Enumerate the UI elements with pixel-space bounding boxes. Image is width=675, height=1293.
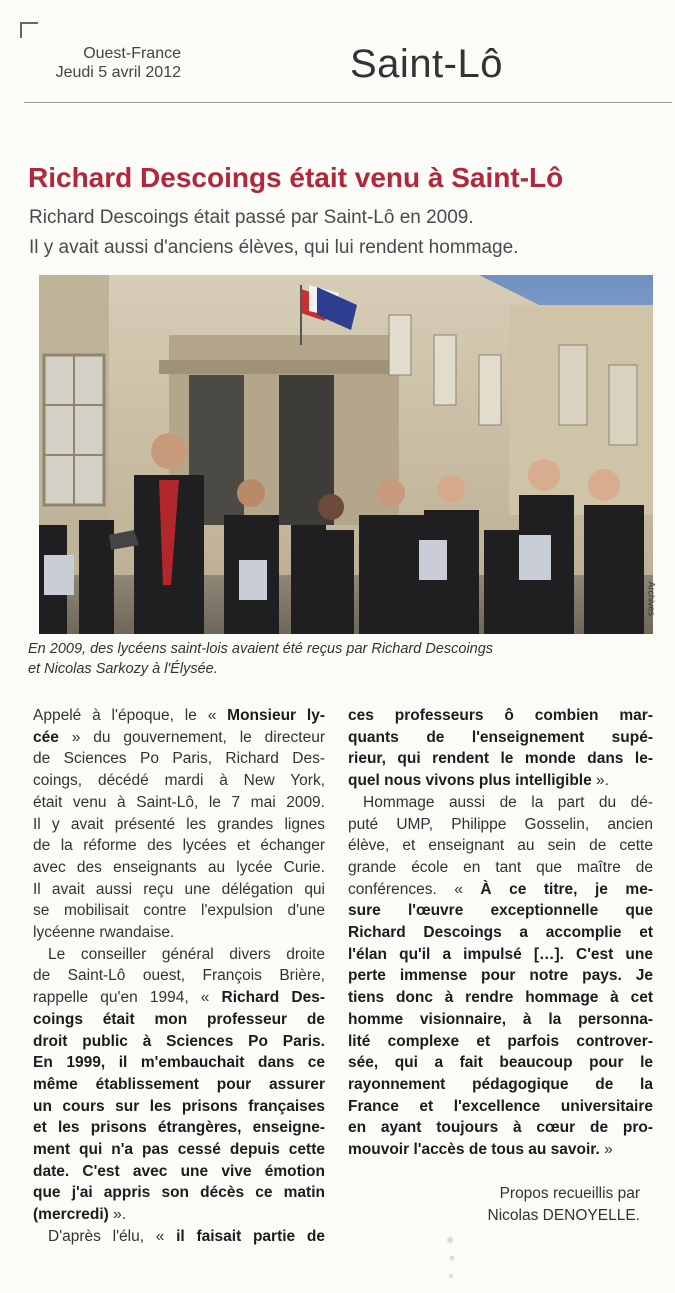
body-line — [33, 1117, 325, 1139]
body-line — [33, 792, 325, 814]
body-line — [33, 1226, 325, 1248]
crop-mark — [20, 22, 38, 38]
body-line — [348, 770, 653, 792]
quote-text: et les prisons étrangères, enseigne- — [33, 1119, 325, 1137]
body-text: Le conseiller général divers droite — [48, 945, 325, 963]
body-line — [33, 748, 325, 770]
body-line — [33, 835, 325, 857]
body-line — [348, 879, 653, 901]
byline-credit: Propos recueillis par — [499, 1185, 640, 1202]
quote-text: En 1999, il m'embauchait dans ce — [33, 1054, 325, 1072]
body-line — [348, 987, 653, 1009]
body-line — [348, 1009, 653, 1031]
body-line — [348, 835, 653, 857]
body-line — [33, 922, 325, 944]
body-text: de Sciences Po Paris, Richard Des- — [33, 750, 325, 768]
quote-text: cée — [33, 728, 59, 746]
quote-text: À ce titre, je me- — [480, 880, 653, 898]
body-line — [33, 1182, 325, 1204]
body-line — [348, 792, 653, 814]
byline — [450, 1183, 640, 1227]
quote-text: coings était mon professeur de — [33, 1010, 325, 1028]
body-line — [348, 1031, 653, 1053]
body-text: conférences. « — [348, 880, 481, 898]
body-text: puté UMP, Philippe Gosselin, ancien — [348, 815, 653, 833]
body-line — [33, 1031, 325, 1053]
quote-text: un cours sur les prisons françaises — [33, 1097, 325, 1115]
article-photo — [39, 275, 657, 634]
quote-text: France et l'excellence universitaire — [348, 1097, 653, 1115]
body-line — [348, 944, 653, 966]
body-line — [33, 1052, 325, 1074]
body-line — [348, 727, 653, 749]
body-text: Appelé à l'époque, le « — [33, 707, 228, 724]
quote-text: sure l'œuvre exceptionnelle que — [348, 902, 653, 920]
quote-text: Monsieur ly- — [227, 707, 325, 724]
body-text: élève, et enseignant au sein de cette — [348, 837, 653, 855]
body-line — [33, 1074, 325, 1096]
source-block — [56, 44, 181, 82]
body-text: Hommage aussi de la part du dé- — [363, 793, 653, 811]
body-line — [33, 770, 325, 792]
quote-text: Richard Des- — [221, 989, 325, 1007]
body-line — [33, 705, 325, 727]
quote-text: il faisait partie de — [176, 1227, 325, 1245]
print-smudge — [440, 1228, 460, 1288]
body-line — [33, 1009, 325, 1031]
quote-text: quants de l'enseignement supé- — [348, 728, 653, 746]
body-text: se mobilisait contre l'expulsion d'une — [33, 902, 325, 920]
body-line — [348, 748, 653, 770]
quote-text: Richard Descoings a accomplie et — [348, 924, 653, 942]
body-line — [348, 1096, 653, 1118]
caption-line: En 2009, des lycéens saint-lois avaient été reçus par Richard Descoings — [28, 641, 494, 657]
body-line — [348, 922, 653, 944]
body-line — [33, 1161, 325, 1183]
body-text: de la réforme des lycées et échanger — [33, 837, 325, 855]
quote-text: homme visionnaire, à la personna- — [348, 1010, 653, 1028]
body-line — [33, 987, 325, 1009]
body-text: Il avait aussi reçu une délégation qui — [33, 880, 325, 898]
quote-text: même établissement pour assurer — [33, 1075, 325, 1093]
quote-text: lité complexe et parfois controver- — [348, 1032, 653, 1050]
masthead-rule — [24, 102, 672, 103]
body-line — [33, 727, 325, 749]
headline: Richard Descoings était venu à Saint-Lô — [28, 162, 564, 193]
body-text: rappelle qu'en 1994, « — [33, 989, 222, 1007]
body-line — [33, 944, 325, 966]
quote-text: date. C'est avec une vive émotion — [33, 1162, 325, 1180]
body-line — [33, 814, 325, 836]
body-line — [33, 879, 325, 901]
quote-text: que j'ai appris son décès ce matin — [33, 1184, 325, 1202]
body-column-left — [33, 705, 325, 1248]
photo-credit: Archives — [647, 581, 657, 616]
body-line — [348, 965, 653, 987]
body-text: lycéenne rwandaise. — [33, 924, 175, 942]
body-text: coings, décédé mardi à New York, — [33, 772, 325, 790]
caption-line: et Nicolas Sarkozy à l'Élysée. — [28, 661, 218, 677]
body-line — [33, 1204, 325, 1226]
standfirst-line: Richard Descoings était passé par Saint-Lô en 2009. — [29, 207, 474, 228]
body-text: de Saint-Lô ouest, François Brière, — [33, 967, 325, 985]
quote-text: sée, qui a fait beaucoup pour le — [348, 1054, 653, 1072]
newspaper-name: Ouest-France — [83, 45, 181, 62]
body-line — [33, 1139, 325, 1161]
body-line — [348, 814, 653, 836]
quote-text: tiens donc à rendre hommage à cet — [348, 989, 653, 1007]
body-text: D'après l'élu, « — [48, 1227, 177, 1245]
body-line — [33, 857, 325, 879]
body-line — [348, 1074, 653, 1096]
quote-text: rayonnement pédagogique de la — [348, 1075, 653, 1093]
body-line — [348, 705, 653, 727]
section-title: Saint-Lô — [350, 42, 503, 86]
quote-text: ment qui n'a pas cessé depuis cette — [33, 1141, 325, 1159]
quote-text: quel nous vivons plus intelligible — [348, 772, 592, 790]
byline-author: Nicolas DENOYELLE. — [487, 1207, 640, 1224]
body-line — [33, 900, 325, 922]
quote-text: ces professeurs ô combien mar- — [348, 707, 653, 724]
quote-text: droit public à Sciences Po Paris. — [33, 1032, 325, 1050]
quote-text: l'élan qu'il a impulsé […]. C'est une — [348, 945, 653, 963]
body-text: était venu à Saint-Lô, le 7 mai 2009. — [33, 793, 325, 811]
photo-caption — [28, 639, 648, 679]
quote-text: mouvoir l'accès de tous au savoir. — [348, 1141, 600, 1159]
quote-text: perte immense pour notre pays. Je — [348, 967, 653, 985]
body-line — [348, 857, 653, 879]
body-text: avec des enseignants au lycée Curie. — [33, 858, 325, 876]
body-line — [33, 965, 325, 987]
body-text: » du gouvernement, le directeur — [58, 728, 325, 746]
quote-text: en ayant toujours à cœur de pro- — [348, 1119, 653, 1137]
body-line — [33, 1096, 325, 1118]
body-text: » — [599, 1141, 613, 1159]
body-text: grande école en tant que maître de — [348, 858, 653, 876]
body-text: ». — [108, 1206, 127, 1224]
body-line — [348, 1139, 653, 1161]
quote-text: rieur, qui rendent le monde dans le- — [348, 750, 653, 768]
body-line — [348, 1052, 653, 1074]
standfirst-line: Il y avait aussi d'anciens élèves, qui lui rendent hommage. — [29, 237, 519, 258]
quote-text: (mercredi) — [33, 1206, 109, 1224]
body-text: Il y avait présenté les grandes lignes — [33, 815, 325, 833]
body-column-right — [348, 705, 653, 1161]
standfirst — [29, 203, 669, 263]
masthead — [0, 40, 675, 100]
body-line — [348, 1117, 653, 1139]
body-text: ». — [591, 772, 609, 790]
body-line — [348, 900, 653, 922]
publication-date: Jeudi 5 avril 2012 — [55, 64, 181, 81]
